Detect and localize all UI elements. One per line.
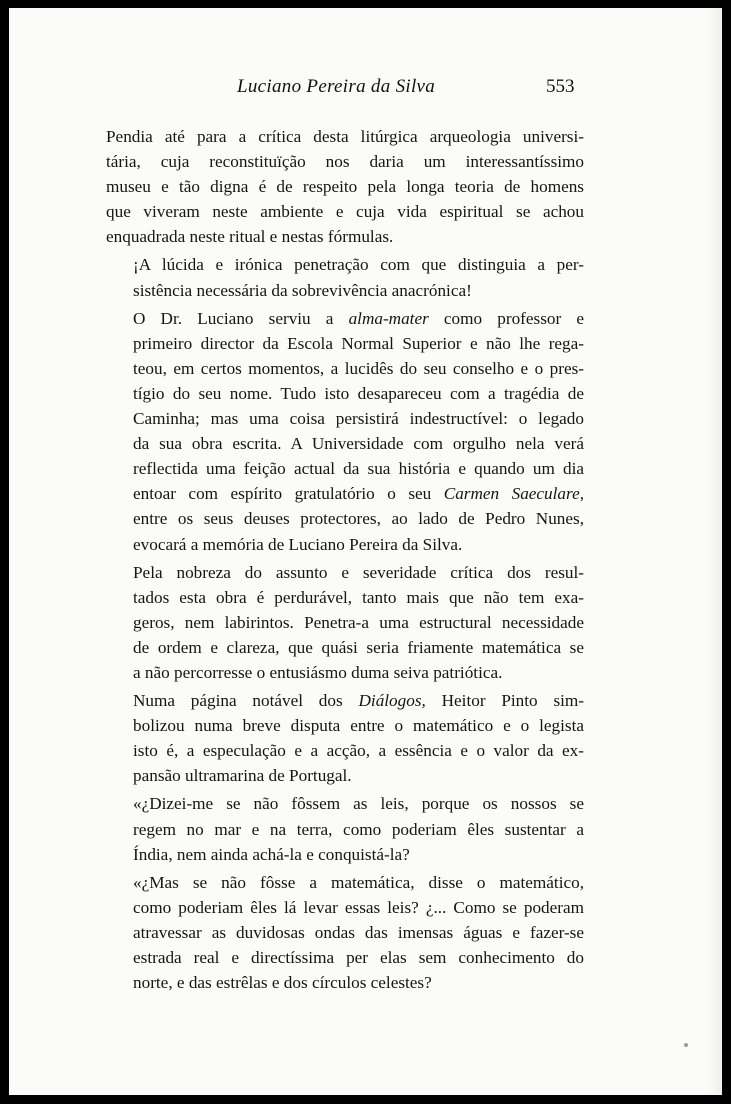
text-line: reflectida uma feição actual da sua história e quando um dia	[133, 459, 584, 479]
text-line: O Dr. Luciano serviu a alma-mater como professor e	[133, 308, 584, 328]
text-line: bolizou numa breve disputa entre o matemático e o legista	[133, 716, 584, 736]
text-line: tados esta obra é perdurável, tanto mais que não tem exa-	[133, 587, 584, 607]
text-line: Índia, nem ainda achá-la e conquistá-la?	[133, 844, 410, 864]
paragraph	[106, 688, 584, 788]
text-line: estrada real e directíssima per elas sem conhecimento do	[133, 948, 584, 967]
text-line: teou, em certos momentos, a lucidês do seu conselho e o pres-	[133, 358, 584, 378]
text-line: Numa página notável dos Diálogos, Heitor Pinto sim-	[133, 691, 584, 711]
paragraph	[106, 791, 584, 866]
text-line: geros, nem labirintos. Penetra-a uma estructural necessidade	[133, 612, 584, 632]
text-line: tígio do seu nome. Tudo isto desapareceu com a tragédia de	[133, 383, 584, 403]
text-line: isto é, a especulação e a acção, a essência e o valor da ex-	[133, 741, 584, 761]
body-text	[106, 124, 584, 998]
running-head-title: Luciano Pereira da Silva	[237, 76, 436, 97]
text-line: Pendia até para a crítica desta litúrgica arqueologia universi-	[106, 127, 584, 146]
text-line: a não percorresse o entusiásmo duma seiva patriótica.	[133, 662, 503, 682]
book-page	[9, 8, 722, 1095]
text-line: da sua obra escrita. A Universidade com orgulho nela verá	[133, 434, 584, 454]
paragraph	[106, 252, 584, 302]
text-line: enquadrada neste ritual e nestas fórmulas.	[106, 227, 394, 247]
text-line: de ordem e clareza, que quási seria friamente matemática se	[133, 637, 584, 657]
text-line: que viveram neste ambiente e cuja vida espiritual se achou	[106, 202, 584, 222]
text-line: sistência necessária da sobrevivência anacrónica!	[133, 280, 472, 300]
paper-speck	[684, 1043, 688, 1047]
page-edge	[708, 8, 722, 1095]
text-line: «¿Mas se não fôsse a matemática, disse o matemático,	[133, 872, 584, 892]
text-line: Pela nobreza do assunto e severidade crítica dos resul-	[133, 562, 584, 582]
text-line: como poderiam êles lá levar essas leis? ¿... Como se poderam	[133, 897, 584, 917]
paragraph	[106, 306, 584, 557]
text-line: entre os seus deuses protectores, ao lado de Pedro Nunes,	[133, 509, 584, 529]
text-line: evocará a memória de Luciano Pereira da Silva.	[133, 534, 463, 554]
running-head	[9, 76, 722, 106]
text-line: norte, e das estrêlas e dos círculos celestes?	[133, 973, 432, 993]
text-line: entoar com espírito gratulatório o seu Carmen Saeculare,	[133, 484, 584, 504]
text-line: museu e tão digna é de respeito pela longa teoria de homens	[106, 177, 584, 197]
paragraph	[106, 124, 584, 249]
paragraph	[106, 870, 584, 995]
text-line: pansão ultramarina de Portugal.	[133, 766, 352, 786]
text-line: ¡A lúcida e irónica penetração com que distinguia a per-	[133, 255, 584, 275]
text-line: primeiro director da Escola Normal Superior e não lhe rega-	[133, 333, 584, 353]
text-line: Caminha; mas uma coisa persistirá indestructível: o legado	[133, 409, 584, 429]
text-line: regem no mar e na terra, como poderiam êles sustentar a	[133, 819, 584, 839]
text-line: tária, cuja reconstituïção nos daria um interessantíssimo	[106, 152, 584, 172]
text-line: atravessar as duvidosas ondas das imensas águas e fazer-se	[133, 922, 584, 942]
page-number: 553	[546, 76, 575, 97]
paragraph	[106, 560, 584, 685]
text-line: «¿Dizei-me se não fôssem as leis, porque os nossos se	[133, 794, 584, 814]
